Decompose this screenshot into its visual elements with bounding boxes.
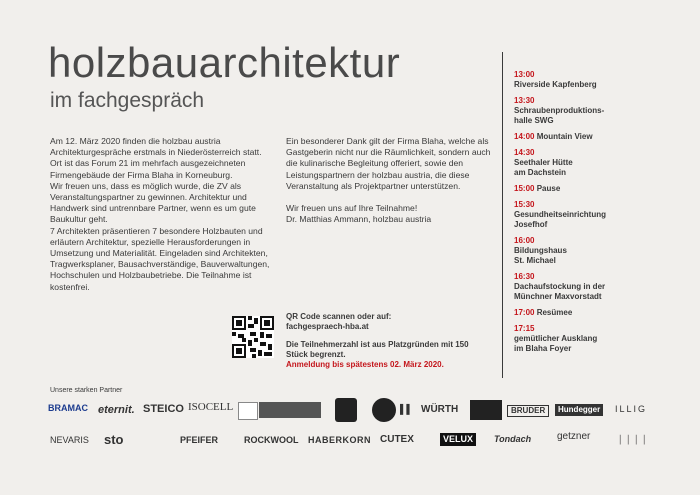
schedule-label: gemütlicher Ausklang im Blaha Foyer (514, 334, 598, 353)
partner-logo-wuerth: WÜRTH (421, 404, 459, 415)
partner-logo-isocell: ISOCELL (188, 401, 234, 413)
partner-logo-bruder: BRUDER (507, 405, 549, 417)
partner-logo-7 (335, 398, 357, 422)
partner-logo-steico: STEICO (143, 403, 184, 415)
partner-logo-sto: sto (104, 432, 124, 447)
schedule-item (514, 132, 694, 142)
partners-title: Unsere starken Partner (50, 387, 123, 394)
registration-info (286, 312, 486, 370)
partner-logo-6 (259, 402, 321, 418)
signature: Dr. Matthias Ammann, holzbau austria (286, 214, 432, 225)
thanks-paragraph: Ein besonderer Dank gilt der Firma Blaha, welche als Gastgeberin nicht nur die Räumlichkeit, sondern auch die kulinarische Begleitung offeriert, sowie den Leistungspartnern der holzbau austria, die diese Veranstaltung als Projektpartner unterstützen. (286, 136, 491, 191)
schedule-time: 14:30 (514, 148, 535, 157)
partner-logo-rockwool: ROCKWOOL (244, 435, 299, 445)
schedule-item (514, 272, 694, 302)
schedule-time: 13:00 (514, 70, 535, 79)
schedule-time: 14:00 (514, 132, 535, 141)
schedule-item (514, 148, 694, 178)
partner-logo-tondach: Tondach (494, 434, 532, 444)
partner-logo-illig: ILLIG (615, 404, 648, 414)
intro-paragraph-1: Am 12. März 2020 finden die holzbau austria Architekturgespräche erstmals in Niederösterreich statt. Ort ist das Forum 21 im mehrfach ausgezeichneten Firmengebäude der Firma Blaha in Korneuburg. (50, 136, 262, 180)
schedule-label: Resümee (536, 308, 573, 317)
intro-paragraph-3: 7 Architekten präsentieren 7 besondere Holzbauten und erläutern Architektur, spezielle Herausforderungen in Umsetzung und Materialität. Eingeladen sind Architekten, Tragwerksplaner, Bausachverständige, Bauverwaltungen, Hochschulen und Holzbaubetriebe. Die Teilnahme ist kostenfrei. (50, 225, 270, 292)
schedule-item (514, 96, 694, 126)
schedule-time: 16:00 (514, 236, 535, 245)
partner-logo-11 (470, 400, 502, 420)
partner-logo-8 (372, 398, 396, 422)
partner-logo-9: ▌▌ (400, 404, 413, 414)
thanks-column (286, 136, 498, 225)
schedule-time: 15:00 (514, 184, 535, 193)
schedule-label: Bildungshaus St. Michael (514, 246, 567, 265)
schedule-item (514, 308, 694, 318)
partner-logo-bramac: BRAMAC (48, 403, 88, 413)
schedule-list (514, 70, 694, 360)
divider-line (502, 52, 503, 378)
intro-column (50, 136, 272, 293)
schedule-label: Seethaler Hütte am Dachstein (514, 158, 573, 177)
partner-logo-velux: VELUX (440, 433, 476, 446)
schedule-item (514, 184, 694, 194)
intro-paragraph-2: Wir freuen uns, dass es möglich wurde, die ZV als Veranstaltungspartner zu gewinnen. Architektur und Handwerk sind untrennbare Partner, wenn es um gute Baukultur geht. (50, 180, 256, 225)
schedule-label: Riverside Kapfenberg (514, 80, 597, 89)
participant-limit: Die Teilnehmerzahl ist aus Platzgründen mit 150 Stück begrenzt. (286, 340, 469, 359)
partner-logo-cutex: CUTEX (380, 434, 414, 445)
schedule-time: 17:00 (514, 308, 535, 317)
schedule-time: 16:30 (514, 272, 535, 281)
schedule-item (514, 236, 694, 266)
closing-line: Wir freuen uns auf Ihre Teilnahme! (286, 203, 418, 214)
schedule-label: Mountain View (536, 132, 593, 141)
partner-logo-5 (238, 402, 258, 420)
partner-logo-getzner: getzner (557, 431, 591, 442)
schedule-label: Gesundheitseinrichtung Josefhof (514, 210, 607, 229)
partner-logo-nevaris: NEVARIS (50, 435, 89, 445)
schedule-time: 13:30 (514, 96, 535, 105)
registration-url[interactable]: fachgespraech-hba.at (286, 322, 369, 331)
schedule-item (514, 200, 694, 230)
partner-logo-19: ││││ (618, 435, 650, 444)
schedule-label: Pause (536, 184, 561, 193)
schedule-time: 15:30 (514, 200, 535, 209)
registration-deadline: Anmeldung bis spätestens 02. März 2020. (286, 360, 444, 369)
qr-scan-text: QR Code scannen oder auf: (286, 312, 392, 321)
schedule-label: Schraubenproduktions- halle SWG (514, 106, 605, 125)
partner-logo-eternit: eternit. (98, 404, 135, 416)
partner-logo-hundegger: Hundegger (555, 404, 603, 416)
partner-logo-pfeifer: PFEIFER (180, 435, 219, 445)
page-title: holzbauarchitektur (48, 39, 401, 86)
qr-code-icon (232, 316, 274, 358)
schedule-time: 17:15 (514, 324, 535, 333)
partner-logo-haberkorn: HABERKORN (308, 435, 371, 445)
qr-code[interactable] (232, 316, 274, 358)
schedule-item (514, 324, 694, 354)
schedule-label: Dachaufstockung in der Münchner Maxvorstadt (514, 282, 606, 301)
page-subtitle: im fachgespräch (50, 89, 205, 112)
schedule-item (514, 70, 694, 90)
